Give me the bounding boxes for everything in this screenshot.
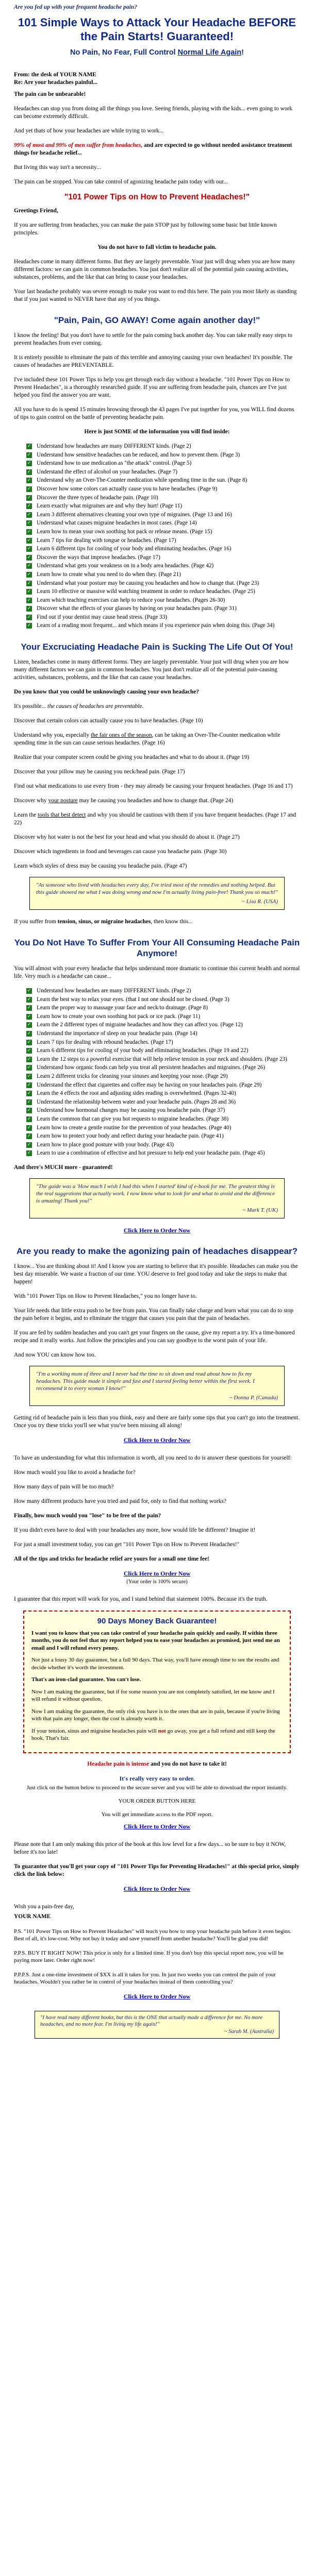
paragraph: I guarantee that this report will work for you, and I stand behind that statement 100%. Because it's the truth.	[14, 1596, 268, 1602]
subheadline	[14, 48, 300, 57]
text: may be causing you headaches and how to change that. (Page 24)	[77, 798, 234, 804]
order-now-link[interactable]: Click Here to Order Now	[123, 1992, 191, 2000]
testimonial-text: "As someone who lived with headaches every day, I've tried most of the remedies and nothing helped. But this guide showed me what I was doing wrong and now I'm actually living pain-free! Thank you so much!"	[36, 882, 278, 896]
list-item-text: Understand how sensitive headaches can be reduced, and how to prevent them. (Page 3)	[37, 451, 240, 458]
list-item	[26, 1098, 300, 1107]
list-item-text: Understand what gets your weakness on in a body area headaches. (Page 42)	[37, 563, 214, 569]
bold-text: You do not have to fall victim to headache pain.	[97, 244, 217, 250]
text: , can be taking an Over-The-Counter medication while spending time in the sun can cause serious headaches. (Page 16)	[14, 732, 280, 747]
buy-heading: It's really very easy to order.	[119, 1774, 195, 1782]
list-item-text: Learn the best way to relax your eyes. (that I not one should not be closed. (Page 3)	[37, 996, 229, 1003]
list-item	[26, 468, 300, 477]
list-item	[26, 1132, 300, 1141]
text: Learn the	[14, 812, 38, 819]
paragraph: Learn which styles of dress may be causing you headache pain. (Page 47)	[14, 863, 187, 870]
list-item-text: Find out if your dentist may cause head stress. (Page 33)	[37, 614, 168, 620]
list-item	[26, 605, 300, 613]
order-link-wrap	[14, 1885, 300, 1893]
paragraph	[14, 1512, 300, 1520]
paragraph	[14, 732, 300, 747]
bold-text: That's an iron-clad guarantee. You can't lose.	[31, 1676, 141, 1683]
guarantee-title: 90 Days Money Back Guarantee!	[97, 1616, 217, 1625]
order-now-link[interactable]: Click Here to Order Now	[123, 1885, 191, 1892]
list-item	[26, 597, 300, 605]
list-item	[26, 1107, 300, 1115]
checkmark-icon: ✓	[27, 614, 31, 620]
list-item	[26, 1004, 300, 1012]
checkmark-icon: ✓	[27, 996, 31, 1002]
list-item	[26, 460, 300, 468]
list-item	[26, 1124, 300, 1132]
list-item	[26, 451, 300, 460]
checkmark-icon: ✓	[27, 495, 31, 500]
list-item	[26, 571, 300, 579]
list-item	[26, 511, 300, 519]
from-block	[14, 71, 300, 87]
list-item-text: Learn 6 different tips for cooling of your body and eliminating headaches. (Page 19 and 22)	[37, 1047, 249, 1054]
checkmark-icon: ✓	[27, 1005, 31, 1011]
paragraph: I know... You are thinking about it! And I know you are starting to believe that it's possible. Headaches can make you the best day miserable. We waste a fraction of our time. YOU deserve to feel good today and take the steps to make that happen!	[14, 1263, 298, 1285]
checkmark-icon: ✓	[27, 1133, 31, 1139]
paragraph: Headaches can stop you from doing all the things you love. Seeing friends, playing with the kids... even going to work can become extremely difficult.	[14, 106, 293, 120]
paragraph: Listen, headaches come in many different forms. They are largely preventable. Your just will drug when you are how many different factors we can gain in common headaches. You just don't realize all of the potential pain-causing activities, substances, problems, and the like that can cause your headaches.	[14, 659, 289, 681]
list-item-text: Learn 6 different tips for cooling of your body and eliminating headaches. (Page 16)	[37, 546, 232, 552]
paragraph	[14, 797, 300, 805]
underlined-text: tools that best detect	[38, 812, 86, 819]
underlined-text: your posture	[48, 798, 78, 804]
list-item-text: Discover how some colors can actually cause you to have headaches. (Page 9)	[37, 485, 218, 492]
list-item	[26, 1056, 300, 1064]
paragraph: All you have to do is spend 15 minutes browsing through the 43 pages I've put together for you, you WILL find dozens of tips to gain control on the battle of preventing headache pain.	[14, 406, 294, 420]
paragraph: If you didn't even have to deal with your headaches any more, how would life be different? Imagine it!	[14, 1527, 256, 1533]
checkmark-icon: ✓	[27, 1099, 31, 1105]
paragraph: Please note that I am only making this price of the book at this low level for a few days... so be sure to buy it NOW, before it's too late!	[14, 1841, 286, 1855]
list-item-text: Understand what your posture may be causing you headaches and how to change that. (Page 23)	[37, 580, 259, 586]
emphasis-text: The pain can be unbearable!	[14, 91, 86, 97]
order-now-link[interactable]: Click Here to Order Now	[123, 1822, 191, 1830]
paragraph	[14, 918, 300, 926]
list-item-text: Learn the 12 steps to a powerful exercise that will help relieve tension in your neck and shoulders. (Page 23)	[37, 1056, 287, 1062]
underlined-text: the fair ones of the season	[91, 732, 152, 739]
subhead-post: !	[241, 48, 244, 57]
list-item	[26, 1141, 300, 1149]
bold-text: and are expected to go without needed assistance treatment things for headache relief...	[14, 142, 292, 156]
checkmark-icon: ✓	[27, 1048, 31, 1054]
list-item	[26, 537, 300, 545]
guarantee-text	[31, 1727, 283, 1742]
checkmark-icon: ✓	[27, 444, 31, 449]
checkmark-icon: ✓	[27, 546, 31, 552]
list-item-text: Understand the relationship between water and your headache pain. (Pages 28 and 36)	[37, 1098, 236, 1105]
paragraph: Headaches come in many different forms. But they are largely preventable. Your just will drug when you are how many different factors: we can gain in common headaches. You just don't realize all of the potential pain causing activities, substances, problems, and the like that can bring to cause your headaches.	[14, 259, 295, 280]
list-item-text: Understand the effect that cigarettes and coffee may be having on your headaches pain. (Page 29)	[37, 1081, 262, 1088]
greeting-text: Greetings Friend,	[14, 208, 58, 214]
checkmark-icon: ✓	[27, 571, 31, 577]
bold-text: Do you know that you could be unknowingly causing your own headache?	[14, 689, 199, 696]
list-item	[26, 443, 300, 451]
paragraph: And yet thats of how your headaches are while trying to work...	[14, 128, 164, 134]
checkmark-icon: ✓	[27, 529, 31, 534]
list-item-text: Learn 3 different alternatives cleaning your own type of migraines. (Page 13 and 16)	[37, 511, 232, 518]
bold-text: Finally, how much would you "lose" to be free of the pain?	[14, 1512, 161, 1519]
checkmark-icon: ✓	[27, 1116, 31, 1122]
text: If your tension, sinus and migraine headaches pain will	[31, 1727, 158, 1734]
checkmark-icon: ✓	[27, 1125, 31, 1130]
list-item-text: Learn 7 tips for dealing with tongue or headaches. (Page 17)	[37, 537, 176, 544]
checkmark-icon: ✓	[27, 1022, 31, 1028]
list-item-text: Understand how to use medication as "the attack" control. (Page 5)	[37, 460, 192, 467]
benefit-list	[26, 987, 300, 1158]
list-item	[26, 494, 300, 502]
list-item	[26, 502, 300, 511]
paragraph: Discover that certain colors can actually cause you to have headaches. (Page 10)	[14, 718, 203, 724]
list-item	[26, 1039, 300, 1047]
list-item-text: Understand the effect of alcohol on your headaches. (Page 7)	[37, 468, 178, 475]
testimonial-text: "I have read many different books, but this is the ONE that actually made a difference for me. No more headaches, and no more fear. I'm living my life again!"	[40, 2014, 263, 2028]
testimonial-signature: ~ Donna P. (Canada)	[229, 1394, 278, 1401]
cta-line	[14, 1760, 300, 1768]
from-re: Re: Are your headaches painful...	[14, 79, 97, 86]
paragraph	[14, 1863, 300, 1878]
offer-title	[14, 193, 300, 202]
list-item-text: Learn 10 effective or massive wild watching treatment in order to reduce headaches. (Page 25)	[37, 588, 255, 595]
offer-title-text: "101 Power Tips on How to Prevent Headaches!"	[64, 193, 250, 201]
list-item	[26, 1013, 300, 1021]
paragraph: How many different products have you tried and paid for, only to find that nothing works?	[14, 1498, 226, 1504]
checkmark-icon: ✓	[27, 1142, 31, 1147]
red-emphasis: Headache pain is intense	[87, 1760, 150, 1767]
from-line: From: the desk of YOUR NAME	[14, 72, 96, 78]
list-item-text: Learn the common that can give you hot requests to migraine headaches. (Page 38)	[37, 1115, 229, 1122]
checkmark-icon: ✓	[27, 520, 31, 526]
list-item	[26, 1090, 300, 1098]
list-item-text: Learn of a reading most frequent... and which means if you experience pain when doing this. (Page 34)	[37, 622, 275, 629]
greeting	[14, 207, 300, 215]
paragraph: Discover which ingredients in food and beverages can cause you headache pain. (Page 30)	[14, 849, 227, 855]
checkmark-icon: ✓	[27, 512, 31, 517]
list-item-text: Understand the importance of sleep on your headache pain. (Page 14)	[37, 1030, 197, 1037]
paragraph: Discover that your pillow may be causing you neck/head pain. (Page 17)	[14, 769, 185, 775]
subhead-pre: No Pain, No Fear, Full Control	[70, 48, 178, 57]
testimonial-box	[29, 1178, 285, 1218]
checkmark-icon: ✓	[27, 597, 31, 603]
checkmark-icon: ✓	[27, 478, 31, 483]
order-link-wrap	[14, 1227, 300, 1234]
paragraph: And now YOU can know how too.	[14, 1351, 96, 1358]
list-item-text: Learn how to protect your body and reflect during your headache pain. (Page 41)	[37, 1133, 224, 1140]
paragraph: It is entirely possible to eliminate the pain of this terrible and annoying causing your own headaches! It's possible. The causes of headaches are PREVENTABLE.	[14, 354, 293, 368]
red-emphasis: 99% of most and 99% of men suffer from headaches,	[14, 142, 144, 148]
list-item	[26, 562, 300, 570]
paragraph: If you are suffering from headaches, you can make the pain STOP just by following some basic but little known principles.	[14, 222, 277, 236]
list-item	[26, 1064, 300, 1072]
order-link-wrap	[14, 1436, 300, 1444]
list-item	[26, 554, 300, 562]
list-item-text: Learn exactly what migraines are and why they hurt! (Page 11)	[37, 503, 183, 510]
bold-text: and you do not have to take it!	[149, 1760, 227, 1767]
list-item-text: Learn to use a combination of effective and hot pressure to help end your headache pain. (Page 45)	[37, 1150, 265, 1157]
testimonial-signature: ~ Mark T. (UK)	[242, 1207, 278, 1213]
list-item	[26, 1149, 300, 1158]
list-item	[26, 1115, 300, 1124]
list-item	[26, 987, 300, 995]
list-item-text: Learn how to create a gentle routine for the prevention of your headaches. (Page 40)	[37, 1124, 232, 1131]
list-item-text: Discover the ways that improve headaches. (Page 17)	[37, 554, 160, 561]
bold-text: All of the tips and tricks for headache relief are yours for a small one time fee!	[14, 1555, 209, 1562]
paragraph: I've included these 101 Power Tips to help you get through each day without a headache. "101 Power Tips on How to Prevent Headaches", is a thoroughly researched guide. If you are suffering from headache pain, chances are I've just helped you find the answer you are want.	[14, 377, 290, 398]
list-item-text: Learn which teaching exercises can help to reduce your headaches. (Pages 26-30)	[37, 597, 225, 603]
paragraph: You will almost with your every headache that helps understand more dramatic to continue this current health and normal life. Very much is a headache can cause...	[14, 965, 300, 980]
text: and why you should be cautious with them if you have frequent headaches. (Page 17 and 22)	[14, 812, 296, 826]
list-item-text: Understand what causes migraine headaches in most cases. (Page 14)	[37, 520, 197, 527]
list-heading-text: Here is just SOME of the information you will find inside:	[84, 429, 230, 435]
checkmark-icon: ✓	[27, 1065, 31, 1071]
testimonial-signature: ~ Lisa R. (USA)	[241, 899, 278, 905]
list-heading	[14, 428, 300, 436]
checkmark-icon: ✓	[27, 589, 31, 595]
checkmark-icon: ✓	[27, 1108, 31, 1113]
list-item-text: Discover the three types of headache pain. (Page 10)	[37, 494, 158, 501]
list-item-text: Learn how to mean your own soothing hot pack or release means. (Page 15)	[37, 528, 212, 535]
paragraph: Getting rid of headache pain is less than you think, easy and there are fairly some tips that you can't go into the treatment. Once you try these tricks you'll see what you've been missing all along!	[14, 1414, 300, 1429]
checkmark-icon: ✓	[27, 988, 31, 994]
text: , then know this...	[151, 919, 193, 925]
paragraph: For just a small investment today, you can get "101 Power Tips on How to Prevent Headaches!"	[14, 1541, 240, 1548]
guarantee-text	[31, 1630, 283, 1652]
order-now-link[interactable]: Click Here to Order Now	[123, 1436, 191, 1444]
checkmark-icon: ✓	[27, 1074, 31, 1079]
list-item	[26, 1081, 300, 1090]
list-item	[26, 614, 300, 622]
checkmark-icon: ✓	[27, 1082, 31, 1088]
paragraph: If you are fed by sudden headaches and you can't get your fingers on the cause, give my report a try. It's a time-honored recipe and it really works. Just follow the principles and you can say goodbye to the worst pain of your life.	[14, 1329, 295, 1344]
checkmark-icon: ✓	[27, 580, 31, 586]
paragraph: Realize that your computer screen could be giving you headaches and what to do about it. (Page 19)	[14, 754, 250, 761]
checkmark-icon: ✓	[27, 503, 31, 509]
red-emphasis: not	[158, 1727, 166, 1734]
bold-text: tension, sinus, or migraine headaches	[57, 919, 151, 925]
testimonial-box	[29, 1366, 285, 1406]
list-item	[26, 485, 300, 494]
testimonial-signature: ~ Sarah M. (Australia)	[224, 2028, 274, 2035]
paragraph: How much would you like to avoid a headache for?	[14, 1469, 136, 1476]
section-heading: You Do Not Have To Suffer From Your All Consuming Headache Pain Anymore!	[14, 938, 300, 959]
paragraph: Discover why hot water is not the best for your head and what you should do about it. (Page 27)	[14, 834, 240, 841]
text: go away, you get a full refund and still keep the book. That's fair.	[31, 1727, 275, 1742]
paragraph: But living this way isn't a necessity...	[14, 164, 101, 171]
list-item-text: Learn 2 different tricks for cleaning your sinuses and keeping your nose. (Page 29)	[37, 1073, 228, 1079]
text: If you suffer from	[14, 919, 58, 925]
list-item-text: Learn the 2 different types of migraine headaches and how they can affect you. (Page 12)	[37, 1022, 243, 1028]
paragraph: Find out what medications to use every from - they may already be causing your frequent headaches. (Page 16 and 17)	[14, 783, 293, 790]
paragraph: The pain can be stopped. You can take control of agonizing headache pain today with our...	[14, 179, 228, 185]
checkmark-icon: ✓	[27, 461, 31, 466]
paragraph: Your life needs that little extra push to be free from pain. You can finally take charge and learn what you can do to stop the pain before it begins, and to eliminate the trigger that causes you pain that the pain of headaches.	[14, 1307, 294, 1321]
testimonial-text: "I'm a working mom of three and I never had the time to sit down and read about how to fix my headaches. This guide made it simple and fast and I started feeling better within the first week. I recommend it to every woman I know!"	[36, 1370, 255, 1392]
list-item-text: Understand how headaches are many DIFFERENT kinds. (Page 2)	[37, 988, 191, 994]
order-button-placeholder[interactable]: YOUR ORDER BUTTON HERE	[118, 1798, 196, 1804]
list-item-text: Understand why an Over-The-Counter medication while spending time in the sun. (Page 8)	[37, 477, 247, 484]
paragraph	[14, 688, 300, 696]
list-item	[26, 545, 300, 553]
checkmark-icon: ✓	[27, 1150, 31, 1156]
order-now-link[interactable]: Click Here to Order Now	[123, 1226, 191, 1234]
order-now-link[interactable]: Click Here to Order Now	[123, 1569, 191, 1577]
text: Discover why	[14, 798, 48, 804]
text: Understand why you, especially	[14, 732, 91, 739]
sales-page	[9, 0, 305, 2039]
checkmark-icon: ✓	[27, 486, 31, 492]
paragraph: With "101 Power Tips on How to Prevent Headaches," you no longer have to.	[14, 1293, 197, 1299]
list-item-text: Learn how to create what you need to do when they. (Page 21)	[37, 571, 181, 578]
subhead-underlined: Normal Life Again	[177, 48, 242, 57]
list-item-text: Learn the proper way to massage your face and neck/to drainage. (Page 8)	[37, 1005, 208, 1011]
list-item	[26, 622, 300, 630]
signer-name: YOUR NAME	[14, 1913, 51, 1920]
guarantee-box	[23, 1611, 291, 1753]
text: It's possible...	[14, 703, 48, 710]
buy-subtext: You will get immediate access to the PDF report.	[101, 1811, 213, 1818]
postscript: P.P.P.S. Just a one-time investment of $XX is all it takes for you. In just two weeks you can control the pain of your headaches. Wouldn't you rather be in control of your headaches instead of them controlling you?	[14, 1971, 276, 1986]
paragraph	[14, 1555, 300, 1563]
paragraph: How many days of pain will be too much?	[14, 1483, 114, 1490]
paragraph	[14, 811, 300, 827]
paragraph: To have an understanding for what this information is worth, all you need to do is answer these questions for yourself:	[14, 1454, 292, 1461]
section-heading: Your Excruciating Headache Pain is Sucking The Life Out Of You!	[21, 642, 293, 652]
closing: Wish you a pain-free day,	[14, 1903, 74, 1910]
checkmark-icon: ✓	[27, 1091, 31, 1096]
list-item	[26, 1073, 300, 1081]
postscript: P.P.S. BUY IT RIGHT NOW! This price is only for a limited time. If you don't buy this special report now, you will be paying more later. Order right now!	[14, 1950, 284, 1964]
paragraph	[14, 244, 300, 251]
list-item	[26, 1021, 300, 1029]
list-item-text: Learn 7 tips for dealing with rebound headaches. (Page 17)	[37, 1039, 173, 1045]
paragraph: Your last headache probably was severe enough to make you want to end this here. The pain you most likely as standing that if you just wanted to NEVER have that any of you things.	[14, 289, 297, 302]
checkmark-icon: ✓	[27, 537, 31, 543]
list-item	[26, 528, 300, 536]
paragraph	[14, 142, 300, 157]
order-link-wrap	[14, 1570, 300, 1585]
headline: 101 Simple Ways to Attack Your Headache BEFORE the Pain Starts! Guaranteed!	[18, 16, 296, 43]
italic-text: the causes of headaches are preventable.	[47, 703, 144, 710]
checkmark-icon: ✓	[27, 452, 31, 457]
section-heading: Are you ready to make the agonizing pain of headaches disappear?	[16, 1246, 298, 1256]
paragraph	[14, 703, 300, 710]
list-item	[26, 588, 300, 596]
list-item	[26, 1030, 300, 1038]
buy-subtext: Just click on the button below to proceed to the secure server and you will be able to download the report instantly.	[26, 1784, 288, 1791]
list-item-text: Discover what the effects of your glasses by having on your headaches pain. (Page 31)	[37, 605, 237, 612]
guarantee-text	[31, 1676, 283, 1684]
quote-heading: "Pain, Pain, GO AWAY! Come again another day!"	[54, 315, 260, 325]
guarantee-text: Not just a lousy 30 day guarantee, but a full 90 days. That way, you'll have enough time to see the results and decide whether it's worth the investment.	[31, 1657, 279, 1671]
secure-note: (Your order is 100% secure)	[126, 1579, 188, 1585]
paragraph	[14, 1164, 300, 1172]
checkmark-icon: ✓	[27, 554, 31, 560]
signer	[14, 1913, 300, 1921]
paragraph	[14, 91, 300, 98]
list-item	[26, 477, 300, 485]
checkmark-icon: ✓	[27, 1056, 31, 1062]
list-item-text: Learn the 4 effects the root and adjusting sides reading is overwhelmed. (Pages 32-40)	[37, 1090, 236, 1097]
list-item-text: Learn how to place good posture with your body. (Page 43)	[37, 1141, 174, 1148]
list-item	[26, 580, 300, 588]
list-item-text: Understand how organic foods can help you treat all persistent headaches and migraines. (Page 26)	[37, 1064, 266, 1071]
testimonial-box	[35, 2011, 279, 2039]
testimonial-text: "The guide was a 'How much I wish I had this when I started' kind of e-book for me. The greatest thing is the real suggestions that actually work. I now know what to look for and what to avoid and the difference is amazing! Thank you!"	[36, 1183, 275, 1204]
list-item-text: Learn how to create your own soothing hot pack or ice pack. (Page 11)	[37, 1013, 201, 1020]
checkmark-icon: ✓	[27, 623, 31, 629]
checkmark-icon: ✓	[27, 563, 31, 569]
testimonial-box	[29, 877, 285, 910]
order-link-wrap	[14, 1823, 300, 1831]
list-item-text: Understand how hormonal changes may be causing you headache pain. (Page 37)	[37, 1107, 225, 1114]
checkmark-icon: ✓	[27, 1039, 31, 1045]
list-item-text: Understand how headaches are many DIFFERENT kinds. (Page 2)	[37, 443, 191, 449]
order-link-wrap	[14, 1993, 300, 2001]
bold-text: To guarantee that you'll get your copy of "101 Power Tips for Preventing Headaches!" at this special price, simply click the link below:	[14, 1863, 300, 1877]
list-item	[26, 519, 300, 528]
checkmark-icon: ✓	[27, 606, 31, 612]
list-item	[26, 996, 300, 1004]
postscript: P.S. "101 Power Tips on How to Prevent Headaches" will teach you how to stop your headache pain before it even begins. Best of all, it's low-cost. Why not buy it today and save yourself from another headache? You'll be glad you did!	[14, 1928, 292, 1942]
bold-text: And there's MUCH more - guaranteed!	[14, 1164, 113, 1171]
list-item	[26, 1047, 300, 1055]
checkmark-icon: ✓	[27, 1031, 31, 1037]
bold-text: I want you to know that you can take control of your headache pain quickly and easily. If within three months, you do not feel that my report helped you to ease your headaches as promised, just send me an email and I will refund every penny.	[31, 1630, 280, 1651]
guarantee-text: Now I am making the guarantee, but if for some reason you are not completely satisfied, let me know and I will refund it without question.	[31, 1688, 275, 1703]
paragraph: I know the feeling! But you don't have to settle for the pain coming back another day. You can take really easy steps to prevent headaches from ever coming.	[14, 332, 293, 346]
intro-line: Are you fed up with your frequent headache pain?	[14, 4, 137, 10]
guarantee-text: Now I am making the guarantee, the only risk you have is to the ones that are in pain, because if you're living with that pain any longer, then the cost is already worth it.	[31, 1708, 280, 1722]
checkmark-icon: ✓	[27, 1013, 31, 1019]
benefit-list	[26, 443, 300, 630]
checkmark-icon: ✓	[27, 469, 31, 474]
